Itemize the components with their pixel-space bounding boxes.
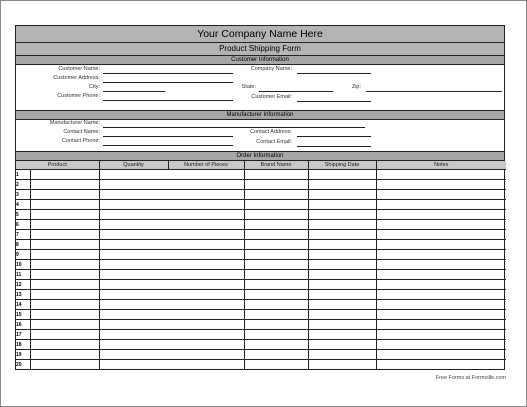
product-cell[interactable] <box>30 320 99 330</box>
row-number: 18 <box>16 340 30 350</box>
customer-fields <box>16 65 504 111</box>
order-row <box>16 330 506 340</box>
order-table-header-row <box>16 161 506 170</box>
contact-phone-label: Contact Phone: <box>62 138 100 144</box>
shipping-date-cell[interactable] <box>308 340 376 350</box>
notes-cell[interactable] <box>376 350 506 360</box>
row-number: 2 <box>16 180 30 190</box>
number-of-pieces-cell[interactable] <box>168 220 244 230</box>
quantity-cell[interactable] <box>99 350 168 360</box>
notes-cell[interactable] <box>376 230 506 240</box>
brand-name-cell[interactable] <box>244 270 308 280</box>
product-cell[interactable] <box>30 260 99 270</box>
shipping-date-cell[interactable] <box>308 230 376 240</box>
contact-name-label: Contact Name: <box>63 129 100 135</box>
quantity-cell[interactable] <box>99 310 168 320</box>
customer-email-field[interactable] <box>297 101 371 102</box>
product-cell[interactable] <box>30 330 99 340</box>
company-name-field[interactable] <box>297 73 371 74</box>
number-of-pieces-cell[interactable] <box>168 350 244 360</box>
row-number: 7 <box>16 230 30 240</box>
brand-name-cell[interactable] <box>244 180 308 190</box>
shipping-date-cell[interactable] <box>308 310 376 320</box>
brand-name-cell[interactable] <box>244 170 308 180</box>
order-row <box>16 190 506 200</box>
quantity-cell[interactable] <box>99 180 168 190</box>
column-header-number-of-pieces: Number of Pieces <box>168 161 244 170</box>
notes-cell[interactable] <box>376 280 506 290</box>
brand-name-cell[interactable] <box>244 230 308 240</box>
number-of-pieces-cell[interactable] <box>168 360 244 370</box>
product-cell[interactable] <box>30 230 99 240</box>
brand-name-cell[interactable] <box>244 300 308 310</box>
row-number: 9 <box>16 250 30 260</box>
contact-address-field[interactable] <box>297 136 371 137</box>
notes-cell[interactable] <box>376 170 506 180</box>
notes-cell[interactable] <box>376 240 506 250</box>
notes-cell[interactable] <box>376 210 506 220</box>
order-row <box>16 350 506 360</box>
manufacturer-fields <box>16 120 504 152</box>
shipping-date-cell[interactable] <box>308 270 376 280</box>
row-number: 4 <box>16 200 30 210</box>
order-row <box>16 170 506 180</box>
order-row <box>16 290 506 300</box>
quantity-cell[interactable] <box>99 220 168 230</box>
order-row <box>16 340 506 350</box>
row-number: 17 <box>16 330 30 340</box>
customer-name-field[interactable] <box>103 73 233 74</box>
quantity-cell[interactable] <box>99 260 168 270</box>
shipping-date-cell[interactable] <box>308 190 376 200</box>
notes-cell[interactable] <box>376 360 506 370</box>
shipping-form <box>15 25 505 370</box>
notes-cell[interactable] <box>376 290 506 300</box>
row-number: 3 <box>16 190 30 200</box>
shipping-date-cell[interactable] <box>308 320 376 330</box>
shipping-date-cell[interactable] <box>308 290 376 300</box>
brand-name-cell[interactable] <box>244 250 308 260</box>
order-row <box>16 300 506 310</box>
brand-name-cell[interactable] <box>244 200 308 210</box>
column-header-shipping-date: Shipping Date <box>308 161 376 170</box>
shipping-date-cell[interactable] <box>308 280 376 290</box>
customer-address-field[interactable] <box>103 82 233 83</box>
customer-phone-field[interactable] <box>103 100 233 101</box>
row-number: 12 <box>16 280 30 290</box>
order-row <box>16 310 506 320</box>
notes-cell[interactable] <box>376 320 506 330</box>
column-header-notes: Notes <box>376 161 506 170</box>
manufacturer-name-label: Manufacturer Name: <box>49 120 100 126</box>
order-row <box>16 230 506 240</box>
brand-name-cell[interactable] <box>244 310 308 320</box>
number-of-pieces-cell[interactable] <box>168 280 244 290</box>
notes-cell[interactable] <box>376 200 506 210</box>
order-row <box>16 200 506 210</box>
state-label: State: <box>241 84 256 90</box>
column-header-product: Product <box>16 161 99 170</box>
column-header-brand-name: Brand Name <box>244 161 308 170</box>
contact-email-label: Contact Email: <box>256 139 292 145</box>
notes-cell[interactable] <box>376 340 506 350</box>
state-field[interactable] <box>259 91 333 92</box>
order-row <box>16 240 506 250</box>
product-cell[interactable] <box>30 210 99 220</box>
product-cell[interactable] <box>30 300 99 310</box>
product-cell[interactable] <box>30 270 99 280</box>
order-row <box>16 260 506 270</box>
shipping-date-cell[interactable] <box>308 210 376 220</box>
number-of-pieces-cell[interactable] <box>168 300 244 310</box>
row-number: 15 <box>16 310 30 320</box>
quantity-cell[interactable] <box>99 210 168 220</box>
number-of-pieces-cell[interactable] <box>168 180 244 190</box>
product-cell[interactable] <box>30 180 99 190</box>
notes-cell[interactable] <box>376 330 506 340</box>
customer-email-label: Customer Email: <box>251 94 292 100</box>
product-cell[interactable] <box>30 310 99 320</box>
number-of-pieces-cell[interactable] <box>168 230 244 240</box>
customer-section-header: Customer Information <box>16 56 504 65</box>
manufacturer-name-field[interactable] <box>103 127 365 128</box>
row-number: 16 <box>16 320 30 330</box>
number-of-pieces-cell[interactable] <box>168 310 244 320</box>
order-row <box>16 280 506 290</box>
row-number: 1 <box>16 170 30 180</box>
number-of-pieces-cell[interactable] <box>168 190 244 200</box>
order-row <box>16 320 506 330</box>
quantity-cell[interactable] <box>99 200 168 210</box>
number-of-pieces-cell[interactable] <box>168 240 244 250</box>
order-row <box>16 250 506 260</box>
product-cell[interactable] <box>30 240 99 250</box>
product-cell[interactable] <box>30 350 99 360</box>
number-of-pieces-cell[interactable] <box>168 260 244 270</box>
quantity-cell[interactable] <box>99 170 168 180</box>
number-of-pieces-cell[interactable] <box>168 330 244 340</box>
order-table <box>16 161 506 369</box>
order-section-header: Order Information <box>16 152 504 161</box>
customer-phone-label: Customer Phone: <box>57 93 100 99</box>
brand-name-cell[interactable] <box>244 240 308 250</box>
brand-name-cell[interactable] <box>244 360 308 370</box>
product-cell[interactable] <box>30 290 99 300</box>
quantity-cell[interactable] <box>99 230 168 240</box>
notes-cell[interactable] <box>376 180 506 190</box>
row-number: 6 <box>16 220 30 230</box>
quantity-cell[interactable] <box>99 240 168 250</box>
customer-name-label: Customer Name: <box>58 66 100 72</box>
shipping-date-cell[interactable] <box>308 300 376 310</box>
quantity-cell[interactable] <box>99 320 168 330</box>
quantity-cell[interactable] <box>99 290 168 300</box>
brand-name-cell[interactable] <box>244 190 308 200</box>
row-number: 20 <box>16 360 30 370</box>
brand-name-cell[interactable] <box>244 320 308 330</box>
notes-cell[interactable] <box>376 260 506 270</box>
product-cell[interactable] <box>30 340 99 350</box>
quantity-cell[interactable] <box>99 190 168 200</box>
quantity-cell[interactable] <box>99 270 168 280</box>
number-of-pieces-cell[interactable] <box>168 340 244 350</box>
row-number: 10 <box>16 260 30 270</box>
quantity-cell[interactable] <box>99 330 168 340</box>
product-cell[interactable] <box>30 200 99 210</box>
contact-email-field[interactable] <box>297 146 371 147</box>
number-of-pieces-cell[interactable] <box>168 270 244 280</box>
number-of-pieces-cell[interactable] <box>168 200 244 210</box>
company-name-label: Company Name: <box>250 66 292 72</box>
notes-cell[interactable] <box>376 270 506 280</box>
row-number: 8 <box>16 240 30 250</box>
brand-name-cell[interactable] <box>244 350 308 360</box>
quantity-cell[interactable] <box>99 250 168 260</box>
contact-name-field[interactable] <box>103 136 233 137</box>
shipping-date-cell[interactable] <box>308 220 376 230</box>
contact-address-label: Contact Address: <box>250 129 292 135</box>
notes-cell[interactable] <box>376 190 506 200</box>
customer-address-label: Customer Address: <box>53 75 100 81</box>
number-of-pieces-cell[interactable] <box>168 320 244 330</box>
order-row <box>16 360 506 370</box>
row-number: 19 <box>16 350 30 360</box>
order-row <box>16 210 506 220</box>
row-number: 13 <box>16 290 30 300</box>
notes-cell[interactable] <box>376 310 506 320</box>
quantity-cell[interactable] <box>99 360 168 370</box>
notes-cell[interactable] <box>376 220 506 230</box>
shipping-date-cell[interactable] <box>308 180 376 190</box>
zip-field[interactable] <box>366 91 502 92</box>
brand-name-cell[interactable] <box>244 220 308 230</box>
order-row <box>16 180 506 190</box>
column-header-quantity: Quantity <box>99 161 168 170</box>
brand-name-cell[interactable] <box>244 340 308 350</box>
shipping-date-cell[interactable] <box>308 200 376 210</box>
footer-credit: Free Forms at Formville.com <box>435 375 506 381</box>
shipping-date-cell[interactable] <box>308 240 376 250</box>
contact-phone-field[interactable] <box>103 145 233 146</box>
manufacturer-section-header: Manufacturer Information <box>16 111 504 120</box>
shipping-date-cell[interactable] <box>308 260 376 270</box>
shipping-date-cell[interactable] <box>308 170 376 180</box>
shipping-date-cell[interactable] <box>308 350 376 360</box>
brand-name-cell[interactable] <box>244 290 308 300</box>
row-number: 5 <box>16 210 30 220</box>
company-name-title: Your Company Name Here <box>16 26 504 43</box>
brand-name-cell[interactable] <box>244 260 308 270</box>
number-of-pieces-cell[interactable] <box>168 250 244 260</box>
quantity-cell[interactable] <box>99 280 168 290</box>
row-number: 14 <box>16 300 30 310</box>
brand-name-cell[interactable] <box>244 210 308 220</box>
notes-cell[interactable] <box>376 250 506 260</box>
brand-name-cell[interactable] <box>244 330 308 340</box>
shipping-date-cell[interactable] <box>308 250 376 260</box>
product-cell[interactable] <box>30 360 99 370</box>
product-cell[interactable] <box>30 250 99 260</box>
notes-cell[interactable] <box>376 300 506 310</box>
row-number: 11 <box>16 270 30 280</box>
order-row <box>16 220 506 230</box>
product-cell[interactable] <box>30 190 99 200</box>
brand-name-cell[interactable] <box>244 280 308 290</box>
number-of-pieces-cell[interactable] <box>168 290 244 300</box>
quantity-cell[interactable] <box>99 340 168 350</box>
number-of-pieces-cell[interactable] <box>168 210 244 220</box>
city-label: City: <box>89 84 100 90</box>
shipping-date-cell[interactable] <box>308 360 376 370</box>
product-cell[interactable] <box>30 170 99 180</box>
shipping-date-cell[interactable] <box>308 330 376 340</box>
quantity-cell[interactable] <box>99 300 168 310</box>
zip-label: Zip: <box>351 84 361 90</box>
product-cell[interactable] <box>30 220 99 230</box>
number-of-pieces-cell[interactable] <box>168 170 244 180</box>
order-row <box>16 270 506 280</box>
city-field[interactable] <box>103 91 165 92</box>
product-cell[interactable] <box>30 280 99 290</box>
form-title: Product Shipping Form <box>16 43 504 56</box>
